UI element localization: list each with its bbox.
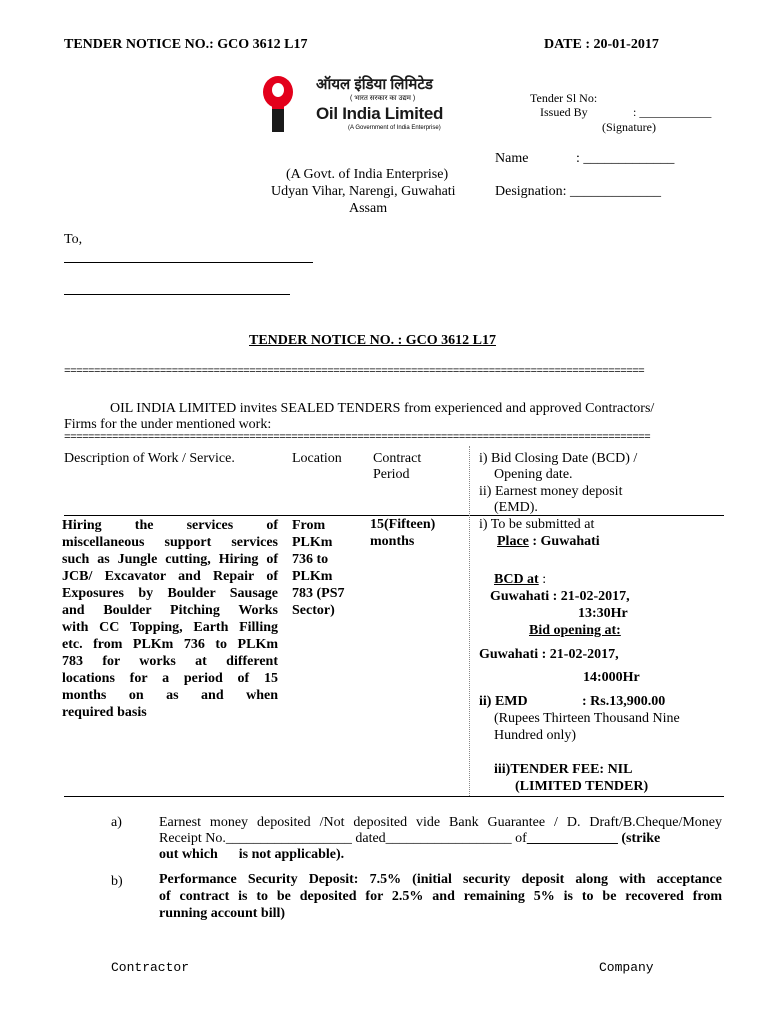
bid-opening-label: Bid opening at: xyxy=(529,623,621,638)
address-line-2: Udyan Vihar, Narengi, Guwahati xyxy=(271,184,456,199)
logo-hindi-subtitle: ( भारत सरकार का उद्यम ) xyxy=(350,95,416,102)
location-line: From xyxy=(292,518,326,533)
table-column-divider xyxy=(469,446,470,796)
item-b-line-1: Performance Security Deposit: 7.5% (initial security deposit along with acceptance xyxy=(159,872,722,887)
contractor-signature-label: Contractor xyxy=(111,960,190,975)
recipient-line-1 xyxy=(64,262,313,263)
logo-english-name: Oil India Limited xyxy=(316,104,444,123)
item-b-line-2: of contract is to be deposited for 2.5% and remaining 5% is to be recovered from xyxy=(159,889,722,904)
bcd-guwahati: Guwahati : 21-02-2017, xyxy=(490,589,630,604)
separator-line-2: ================================================================================================== xyxy=(64,432,651,444)
open-time: 14:000Hr xyxy=(583,670,640,685)
company-signature-label: Company xyxy=(599,960,654,975)
item-b-line-3: running account bill) xyxy=(159,906,286,921)
header-location: Location xyxy=(292,451,342,466)
issued-by-blank: : ____________ xyxy=(633,105,712,119)
logo-hindi-name: ऑयल इंडिया लिमिटेड xyxy=(316,76,433,93)
item-a-line-2-part-2: _____________ (strike xyxy=(526,831,661,846)
designation-field: Designation: _____________ xyxy=(495,184,662,199)
header-bcd-4: (EMD). xyxy=(494,500,538,515)
header-bcd-3: ii) Earnest money deposit xyxy=(479,484,623,499)
description-line: etc. from PLKm 736 to PLKm xyxy=(62,637,278,652)
description-line: Exposures by Boulder Sausage xyxy=(62,586,278,601)
bcd-time: 13:30Hr xyxy=(578,606,628,621)
emd-value: : Rs.13,900.00 xyxy=(582,694,666,709)
header-description: Description of Work / Service. xyxy=(64,451,235,466)
to-label: To, xyxy=(64,232,83,247)
header-contract-1: Contract xyxy=(373,451,422,466)
tender-sl-no-label: Tender Sl No: xyxy=(530,91,598,105)
invitation-line-1: OIL INDIA LIMITED invites SEALED TENDERS from experienced and approved Contractors/ xyxy=(110,401,655,416)
description-line: miscellaneous support services xyxy=(62,535,278,550)
item-a-line-2 xyxy=(159,831,722,847)
place-value: : Guwahati xyxy=(528,534,600,549)
oil-india-emblem-icon xyxy=(258,72,302,134)
address-line-3: Assam xyxy=(349,201,388,216)
item-a-marker: a) xyxy=(111,815,122,830)
invitation-line-2: Firms for the under mentioned work: xyxy=(64,417,272,432)
table-bottom-border xyxy=(64,796,724,797)
header-bcd-1: i) Bid Closing Date (BCD) / xyxy=(479,451,638,466)
item-b-marker: b) xyxy=(111,874,123,889)
separator-line-1: ================================================================================================= xyxy=(64,366,645,378)
emd-words-2: Hundred only) xyxy=(494,728,577,743)
header-contract-2: Period xyxy=(373,467,410,482)
description-line: required basis xyxy=(62,705,147,720)
submit-line: i) To be submitted at xyxy=(479,517,595,532)
description-line: 783 for works at different xyxy=(62,654,278,669)
description-line: such as Jungle cutting, Hiring of xyxy=(62,552,278,567)
period-line-2: months xyxy=(370,534,415,549)
description-line: JCB/ Excavator and Repair of xyxy=(62,569,278,584)
recipient-line-2 xyxy=(64,294,290,295)
table-header-divider xyxy=(64,515,724,516)
signature-label: (Signature) xyxy=(602,120,656,134)
header-bcd-2: Opening date. xyxy=(494,467,573,482)
location-line: PLKm xyxy=(292,569,333,584)
location-line: 783 (PS7 xyxy=(292,586,345,601)
issued-by-label: Issued By xyxy=(540,105,588,119)
emd-label: ii) EMD xyxy=(479,694,528,709)
description-cell xyxy=(62,517,278,721)
address-line-1: (A Govt. of India Enterprise) xyxy=(286,167,449,182)
name-blank: : _____________ xyxy=(576,151,675,166)
tender-notice-header: TENDER NOTICE NO.: GCO 3612 L17 xyxy=(64,37,308,52)
item-a-line-3: out which is not applicable). xyxy=(159,847,345,862)
place-label: Place xyxy=(497,534,529,549)
open-guwahati: Guwahati : 21-02-2017, xyxy=(479,647,619,662)
date-header: DATE : 20-01-2017 xyxy=(544,37,659,52)
item-a-line-1: Earnest money deposited /Not deposited vide Bank Guarantee / D. Draft/B.Cheque/Money xyxy=(159,815,722,830)
location-line: PLKm xyxy=(292,535,333,550)
description-line: with CC Topping, Earth Filling xyxy=(62,620,278,635)
location-line: Sector) xyxy=(292,603,335,618)
emd-words-1: (Rupees Thirteen Thousand Nine xyxy=(494,711,680,726)
location-line: 736 to xyxy=(292,552,329,567)
description-line: Hiring the services of xyxy=(62,518,278,533)
tender-notice-title: TENDER NOTICE NO. : GCO 3612 L17 xyxy=(249,333,496,348)
item-a-line-2-part-1: Receipt No.__________________ dated__________________ of xyxy=(159,831,527,846)
bcd-at-colon: : xyxy=(538,572,547,587)
description-line: and Boulder Pitching Works xyxy=(62,603,278,618)
tender-fee-line-1: iii)TENDER FEE: NIL xyxy=(494,762,633,777)
period-line-1: 15(Fifteen) xyxy=(370,517,436,532)
bcd-at-label: BCD at xyxy=(494,572,539,587)
oil-india-logo xyxy=(258,72,468,134)
location-cell xyxy=(292,517,345,619)
logo-english-subtitle: (A Government of India Enterprise) xyxy=(348,125,441,131)
tender-fee-line-2: (LIMITED TENDER) xyxy=(515,779,649,794)
name-label: Name xyxy=(495,151,529,166)
description-line: months on as and when xyxy=(62,688,278,703)
description-line: locations for a period of 15 xyxy=(62,671,278,686)
